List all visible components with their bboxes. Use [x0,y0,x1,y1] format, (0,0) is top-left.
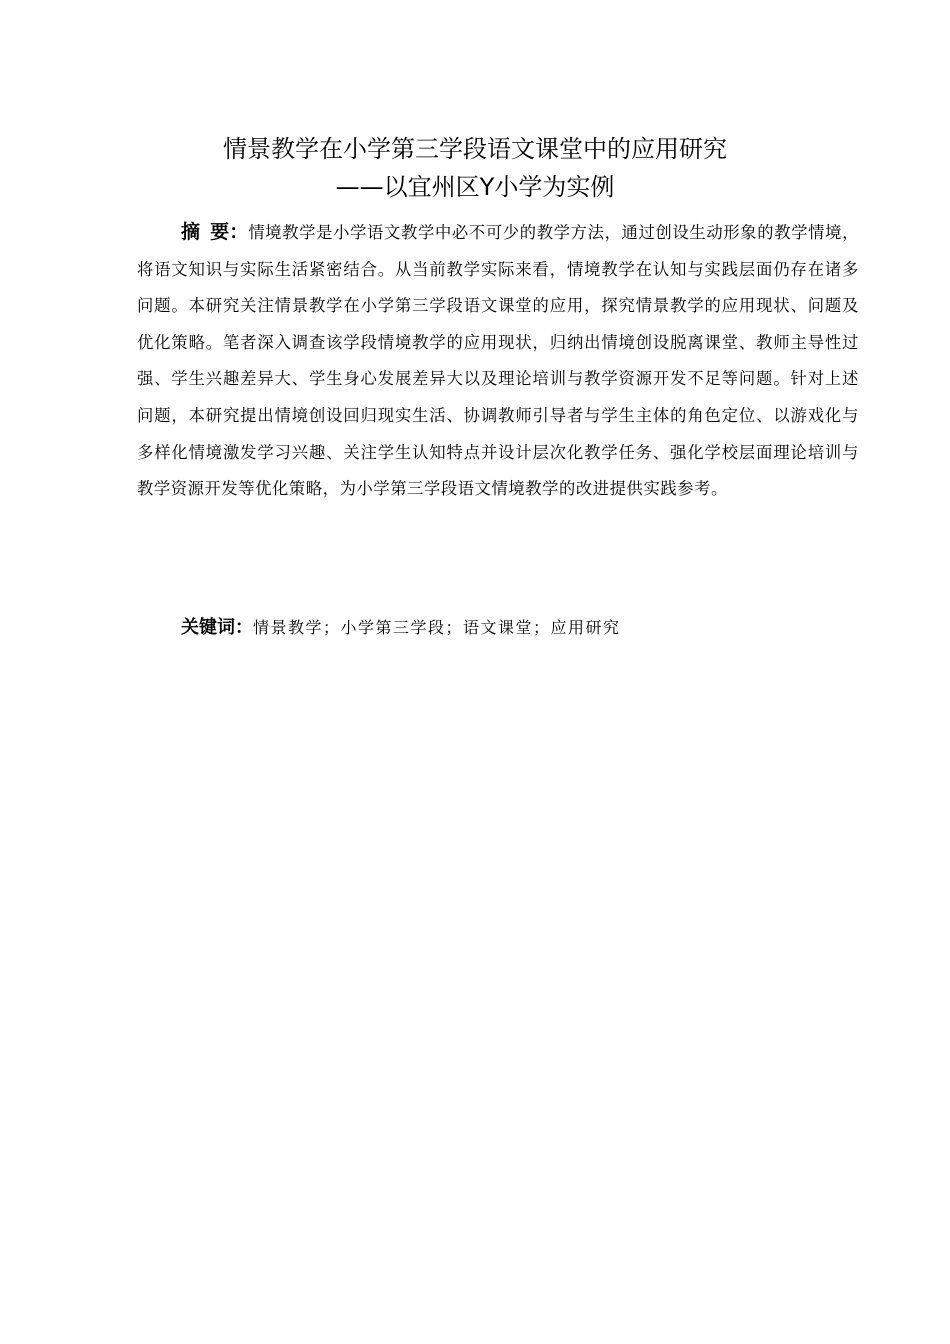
paper-subtitle: ——以宜州区Y小学为实例 [335,173,615,201]
abstract-section [137,214,859,508]
keywords-list: 情景教学；小学第三学段；语文课堂；应用研究 [253,618,621,637]
abstract-label-char1: 摘 [181,221,201,243]
paper-title: 情景教学在小学第三学段语文课堂中的应用研究 [223,135,727,163]
abstract-text: 情境教学是小学语文教学中必不可少的教学方法，通过创设生动形象的教学情境，将语文知识与实际生活紧密结合。从当前教学实际来看，情境教学在认知与实践层面仍存在诸多问题。本研究关注情景教学在小学第三学段语文课堂的应用，探究情景教学的应用现状、问题及优化策略。笔者深入调查该学段情境教学的应用现状，归纳出情境创设脱离课堂、教师主导性过强、学生兴趣差异大、学生身心发展差异大以及理论培训与教学资源开发不足等问题。针对上述问题，本研究提出情境创设回归现实生活、协调教师引导者与学生主体的角色定位、以游戏化与多样化情境激发学习兴趣、关注学生认知特点并设计层次化教学任务、强化学校层面理论培训与教学资源开发等优化策略，为小学第三学段语文情境教学的改进提供实践参考。 [137,223,859,499]
abstract-label-char2: 要： [210,221,249,243]
abstract-label [181,221,248,243]
keywords-label: 关键词： [181,617,253,638]
keywords-section [181,615,621,641]
